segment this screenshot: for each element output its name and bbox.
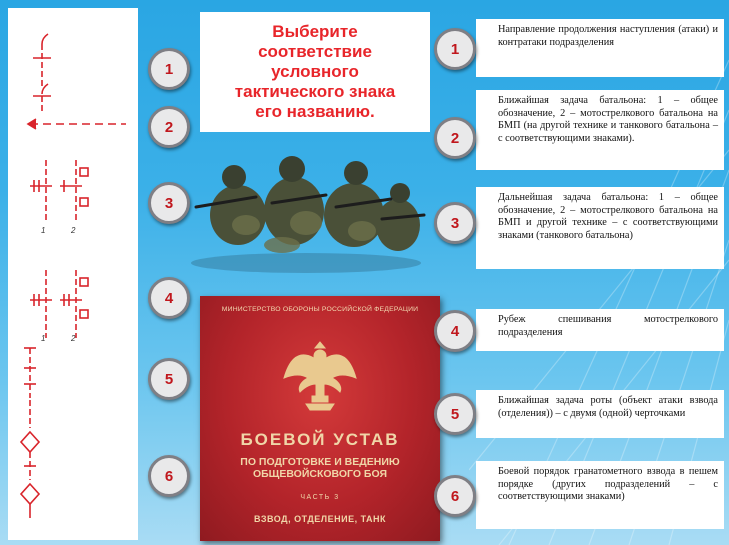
left-number-2[interactable]: 2 [148,106,190,148]
symbol-chain[interactable] [21,348,39,518]
book-section: ВЗВОД, ОТДЕЛЕНИЕ, ТАНК [254,514,386,524]
symbol-label-1: 1 [41,334,46,343]
right-number-2[interactable]: 2 [434,117,476,159]
book-ministry: МИНИСТЕРСТВО ОБОРОНЫ РОССИЙСКОЙ ФЕДЕРАЦИИ [221,306,419,313]
left-number-1[interactable]: 1 [148,48,190,90]
symbols-panel [8,8,138,540]
book-subtitle: ПО ПОДГОТОВКЕ И ВЕДЕНИЮ ОБЩЕВОЙСКОВОГО БОЯ [240,456,400,480]
description-1 [476,19,724,77]
title-box [200,12,430,132]
left-number-3[interactable]: 3 [148,182,190,224]
description-4 [476,309,724,351]
description-text: Боевой порядок гранатометного взвода в пешем порядке (других подразделений – с соответствующими знаками) [498,466,718,502]
symbol-group-4[interactable] [30,270,88,338]
soldiers-photo [186,145,426,275]
description-3 [476,187,724,269]
left-number-6[interactable]: 6 [148,455,190,497]
right-number-1[interactable]: 1 [434,28,476,70]
right-number-6[interactable]: 6 [434,475,476,517]
left-number-4[interactable]: 4 [148,277,190,319]
description-5 [476,390,724,438]
symbol-label-1: 1 [41,226,46,235]
symbol-label-2: 2 [71,334,76,343]
description-text: Ближайшая задача роты (объект атаки взвода (отделения)) – с двумя (одной) черточками [498,395,718,419]
combat-manual-book [200,296,440,541]
description-2 [476,90,724,170]
left-number-5[interactable]: 5 [148,358,190,400]
book-part: ЧАСТЬ 3 [300,494,340,501]
right-number-4[interactable]: 4 [434,310,476,352]
description-text: Направление продолжения наступления (атаки) и контратаки подразделения [498,24,718,48]
description-text: Рубеж спешивания мотострелкового подразделения [498,314,718,338]
eagle-emblem-icon [282,334,358,414]
description-text: Ближайшая задача батальона: 1 – общее обозначение, 2 – мотострелкового батальона на БМП (на другой технике и танкового батальона – с соответствующими знаками). [498,95,718,144]
symbol-a[interactable] [33,34,51,112]
page-title: Выберите соответствие условного тактического знака его названию. [234,22,396,121]
symbol-b[interactable] [28,119,126,129]
tactical-symbols [8,8,138,540]
right-number-5[interactable]: 5 [434,393,476,435]
right-number-3[interactable]: 3 [434,202,476,244]
description-text: Дальнейшая задача батальона: 1 – общее обозначение, 2 – мотострелкового батальона на БМП и другой технике – с соответствующими знаками (танкового батальона) [498,192,718,241]
description-6 [476,461,724,529]
book-title: БОЕВОЙ УСТАВ [240,430,400,449]
symbol-label-2: 2 [71,226,76,235]
symbol-group-3[interactable] [30,160,88,220]
